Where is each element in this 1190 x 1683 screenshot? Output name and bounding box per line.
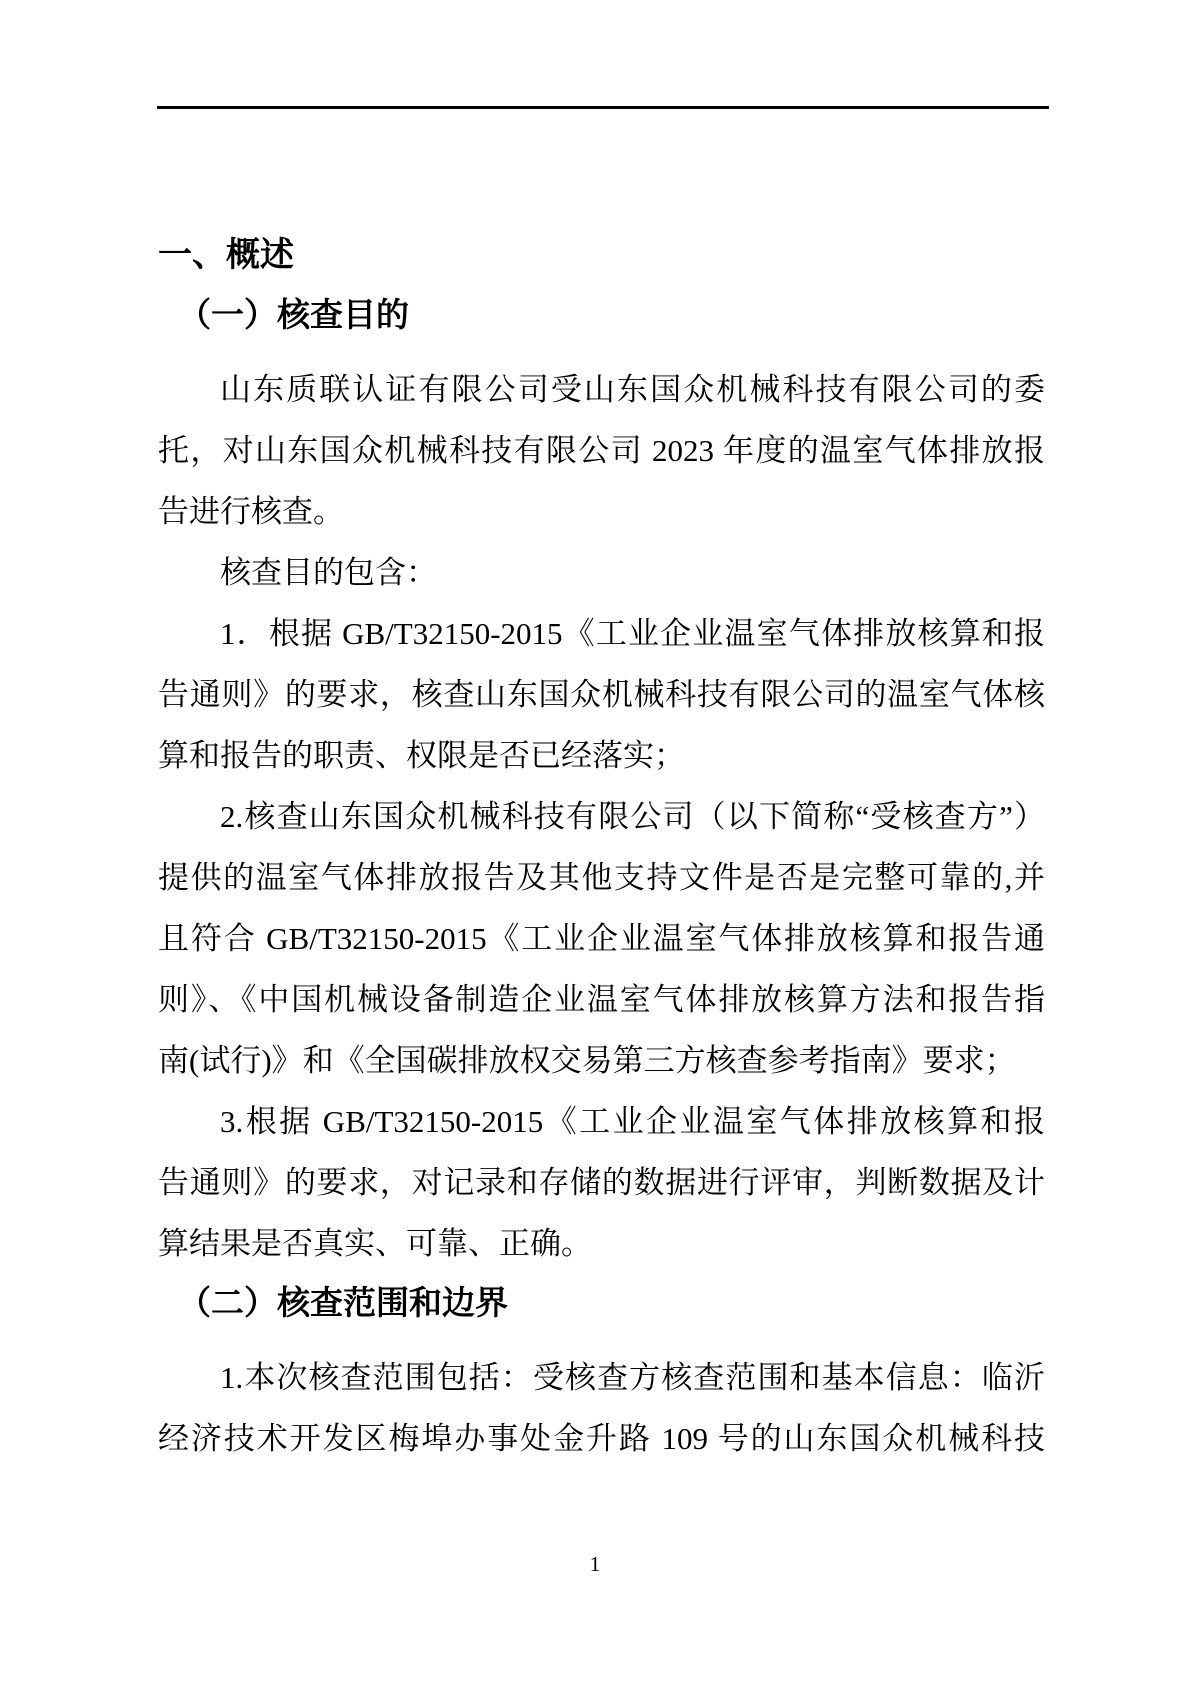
text-line: 算结果是否真实、可靠、正确。	[158, 1226, 592, 1261]
section-heading: 一、概述	[158, 237, 294, 274]
text-line: 告通则》的要求，对记录和存储的数据进行评审，判断数据及计	[158, 1165, 1045, 1200]
text-line: 1．根据 GB/T32150-2015《工业企业温室气体排放核算和报	[220, 616, 1045, 651]
document-body	[158, 225, 1045, 1469]
text-line: 1.本次核查范围包括：受核查方核查范围和基本信息：临沂	[220, 1360, 1045, 1395]
header-rule	[157, 106, 1049, 109]
page-footer	[0, 1552, 1190, 1577]
text-line: 山东质联认证有限公司受山东国众机械科技有限公司的委	[220, 372, 1045, 407]
text-line: 告进行核查。	[158, 494, 344, 529]
paragraph	[158, 1347, 1045, 1469]
text-line: 经济技术开发区梅埠办事处金升路 109 号的山东国众机械科技	[158, 1421, 1045, 1456]
text-line: 则》、《中国机械设备制造企业温室气体排放核算方法和报告指	[158, 982, 1045, 1017]
text-line: 告通则》的要求，核查山东国众机械科技有限公司的温室气体核	[158, 677, 1045, 712]
text-line: 算和报告的职责、权限是否已经落实；	[158, 738, 685, 773]
subsection-heading: （一）核查目的	[178, 298, 409, 334]
subsection-heading: （二）核查范围和边界	[178, 1286, 508, 1322]
text-line: 2.核查山东国众机械科技有限公司（以下简称“受核查方”）	[220, 799, 1045, 834]
paragraph	[158, 603, 1045, 786]
text-line: 3.根据 GB/T32150-2015《工业企业温室气体排放核算和报	[220, 1104, 1045, 1139]
text-line: 托，对山东国众机械科技有限公司 2023 年度的温室气体排放报	[158, 433, 1045, 468]
page-number: 1	[589, 1552, 601, 1576]
paragraph	[158, 359, 1045, 542]
text-line: 核查目的包含：	[220, 555, 437, 590]
paragraph	[158, 786, 1045, 1091]
text-line: 提供的温室气体排放报告及其他支持文件是否是完整可靠的,并	[158, 860, 1045, 895]
text-line: 且符合 GB/T32150-2015《工业企业温室气体排放核算和报告通	[158, 921, 1045, 956]
text-line: 南(试行)》和《全国碳排放权交易第三方核查参考指南》要求；	[158, 1043, 1016, 1078]
paragraph	[158, 1091, 1045, 1274]
paragraph	[158, 542, 1045, 603]
